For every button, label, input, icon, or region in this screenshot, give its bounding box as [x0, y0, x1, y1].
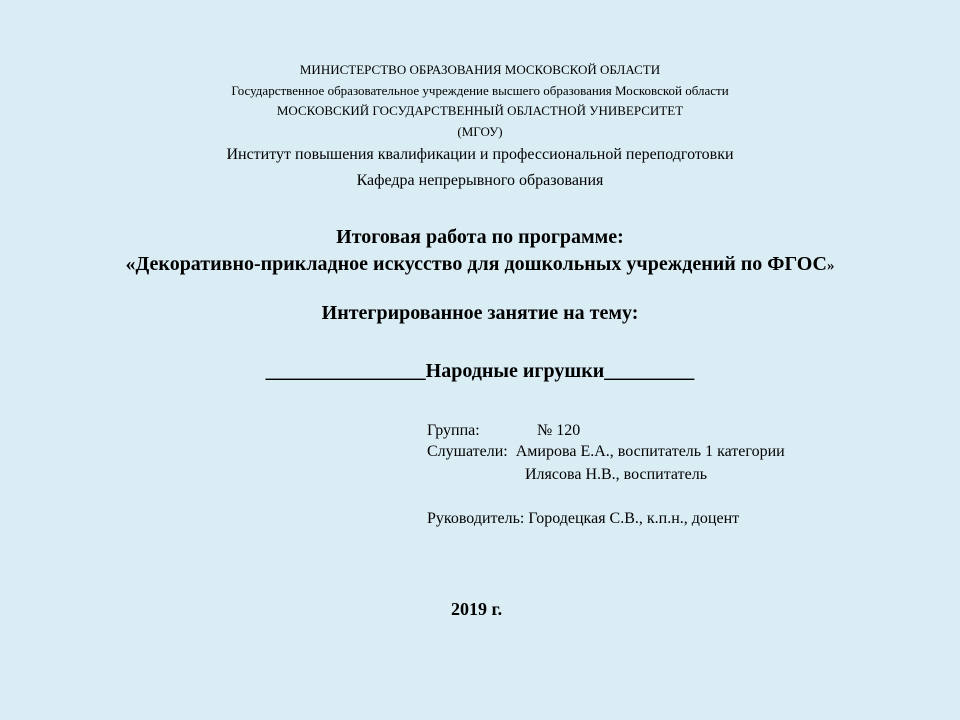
listener-1: Амирова Е.А., воспитатель 1 категории [515, 443, 785, 460]
listener-2: Илясова Н.В., воспитатель [525, 466, 707, 483]
supervisor: Руководитель: Городецкая С.В., к.п.н., доцент [427, 510, 740, 527]
program-name: «Декоративно-прикладное искусство для дошкольных учреждений по ФГОС [125, 253, 827, 275]
institute-heading: Институт повышения квалификации и профессиональной переподготовки [226, 146, 734, 163]
state-institution-heading: Государственное образовательное учреждение высшего образования Московской области [231, 83, 729, 98]
closing-quote: » [826, 258, 835, 274]
group-row [427, 422, 580, 440]
work-title-line1: Итоговая работа по программе: [336, 226, 624, 248]
department-heading: Кафедра непрерывного образования [356, 172, 604, 189]
ministry-heading: МИНИСТЕРСТВО ОБРАЗОВАНИЯ МОСКОВСКОЙ ОБЛАСТИ [299, 62, 661, 77]
year: 2019 г. [451, 599, 503, 619]
listeners-row [427, 443, 785, 461]
work-title-line2 [0, 253, 960, 276]
lesson-topic: ________________Народные игрушки_________ [265, 360, 695, 382]
group-label: Группа: [427, 422, 480, 439]
university-abbreviation: (МГОУ) [457, 124, 503, 139]
group-number: № 120 [537, 422, 581, 439]
lesson-title: Интегрированное занятие на тему: [321, 302, 639, 324]
listeners-label: Слушатели: [427, 443, 508, 460]
university-heading: МОСКОВСКИЙ ГОСУДАРСТВЕННЫЙ ОБЛАСТНОЙ УНИВЕРСИТЕТ [276, 103, 684, 118]
